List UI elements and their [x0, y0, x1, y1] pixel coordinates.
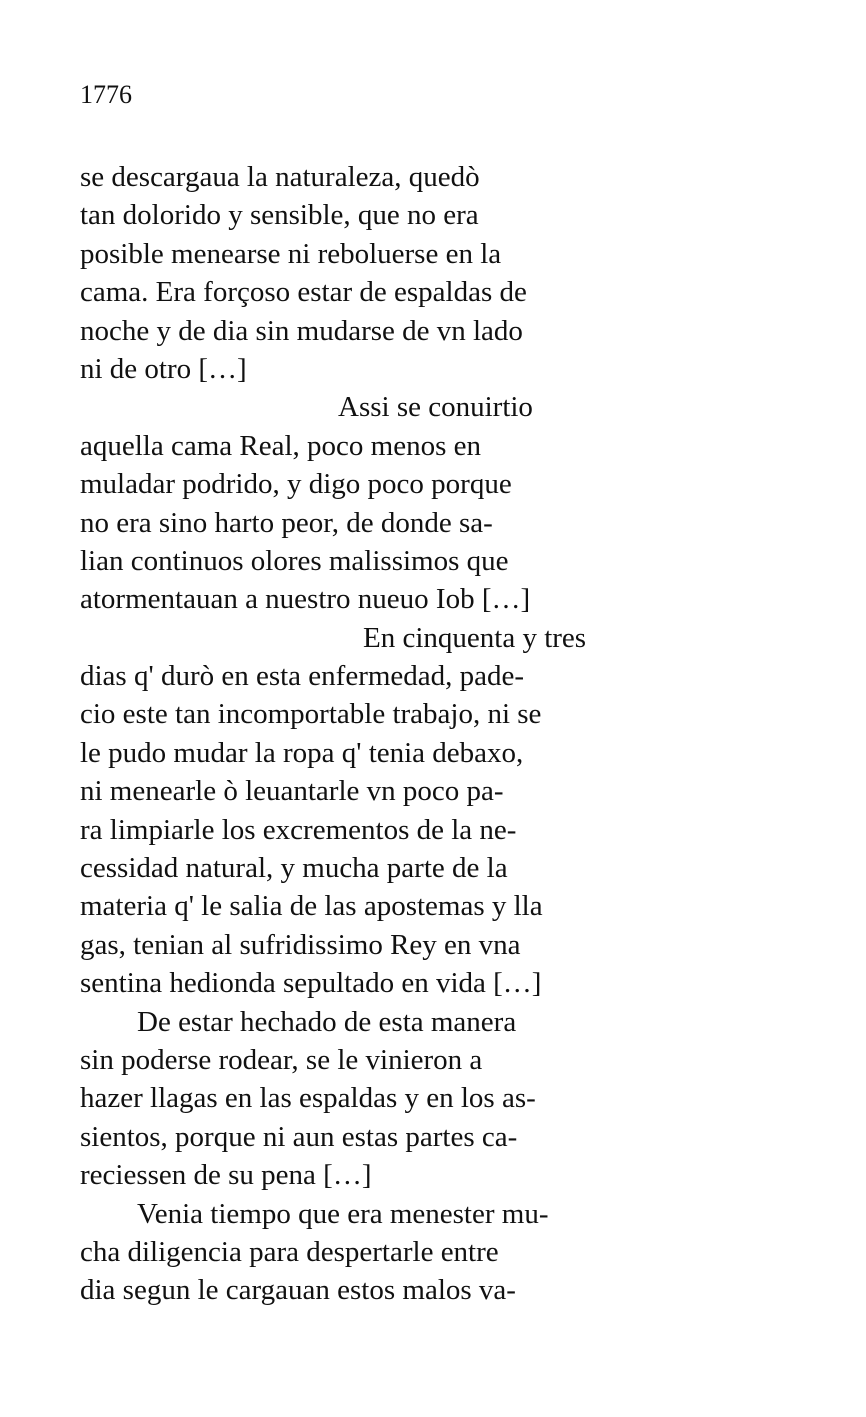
- text-line: aquella cama Real, poco menos en: [80, 429, 482, 462]
- text-line: sentina hedionda sepultado en vida […]: [80, 967, 542, 1000]
- text-line: sin poderse rodear, se le vinieron a: [80, 1043, 483, 1076]
- text-line: dia segun le cargauan estos malos va-: [80, 1274, 516, 1307]
- text-line: cha diligencia para despertarle entre: [80, 1235, 499, 1268]
- text-line: posible menearse ni reboluerse en la: [80, 237, 502, 270]
- text-line: gas, tenian al sufridissimo Rey en vna: [80, 928, 521, 961]
- text-line: ni de otro […]: [80, 352, 247, 385]
- body-text: [80, 158, 640, 1310]
- text-line: De estar hechado de esta manera: [137, 1005, 517, 1038]
- text-line: ra limpiarle los excrementos de la ne-: [80, 813, 517, 846]
- text-line: materia q' le salia de las apostemas y lla: [80, 890, 543, 923]
- text-line: hazer llagas en las espaldas y en los as-: [80, 1082, 536, 1115]
- text-line: En cinquenta y tres: [363, 621, 587, 654]
- text-line: cama. Era forçoso estar de espaldas de: [80, 276, 527, 309]
- text-line: tan dolorido y sensible, que no era: [80, 199, 479, 232]
- text-line: noche y de dia sin mudarse de vn lado: [80, 314, 523, 347]
- text-line: cessidad natural, y mucha parte de la: [80, 852, 508, 885]
- text-line: le pudo mudar la ropa q' tenia debaxo,: [80, 736, 524, 769]
- text-line: atormentauan a nuestro nueuo Iob […]: [80, 583, 531, 616]
- text-line: Assi se conuirtio: [338, 391, 533, 424]
- text-line: Venia tiempo que era menester mu-: [137, 1197, 549, 1230]
- text-line: sientos, porque ni aun estas partes ca-: [80, 1120, 518, 1153]
- text-line: ni menearle ò leuantarle vn poco pa-: [80, 775, 504, 808]
- text-line: lian continuos olores malissimos que: [80, 544, 509, 577]
- page-number: 1776: [80, 80, 132, 109]
- text-line: no era sino harto peor, de donde sa-: [80, 506, 493, 539]
- text-line: muladar podrido, y digo poco porque: [80, 468, 512, 501]
- text-line: dias q' durò en esta enfermedad, pade-: [80, 660, 525, 693]
- text-line: se descargaua la naturaleza, quedò: [80, 161, 480, 193]
- text-line: cio este tan incomportable trabajo, ni se: [80, 698, 542, 731]
- text-line: reciessen de su pena […]: [80, 1159, 372, 1192]
